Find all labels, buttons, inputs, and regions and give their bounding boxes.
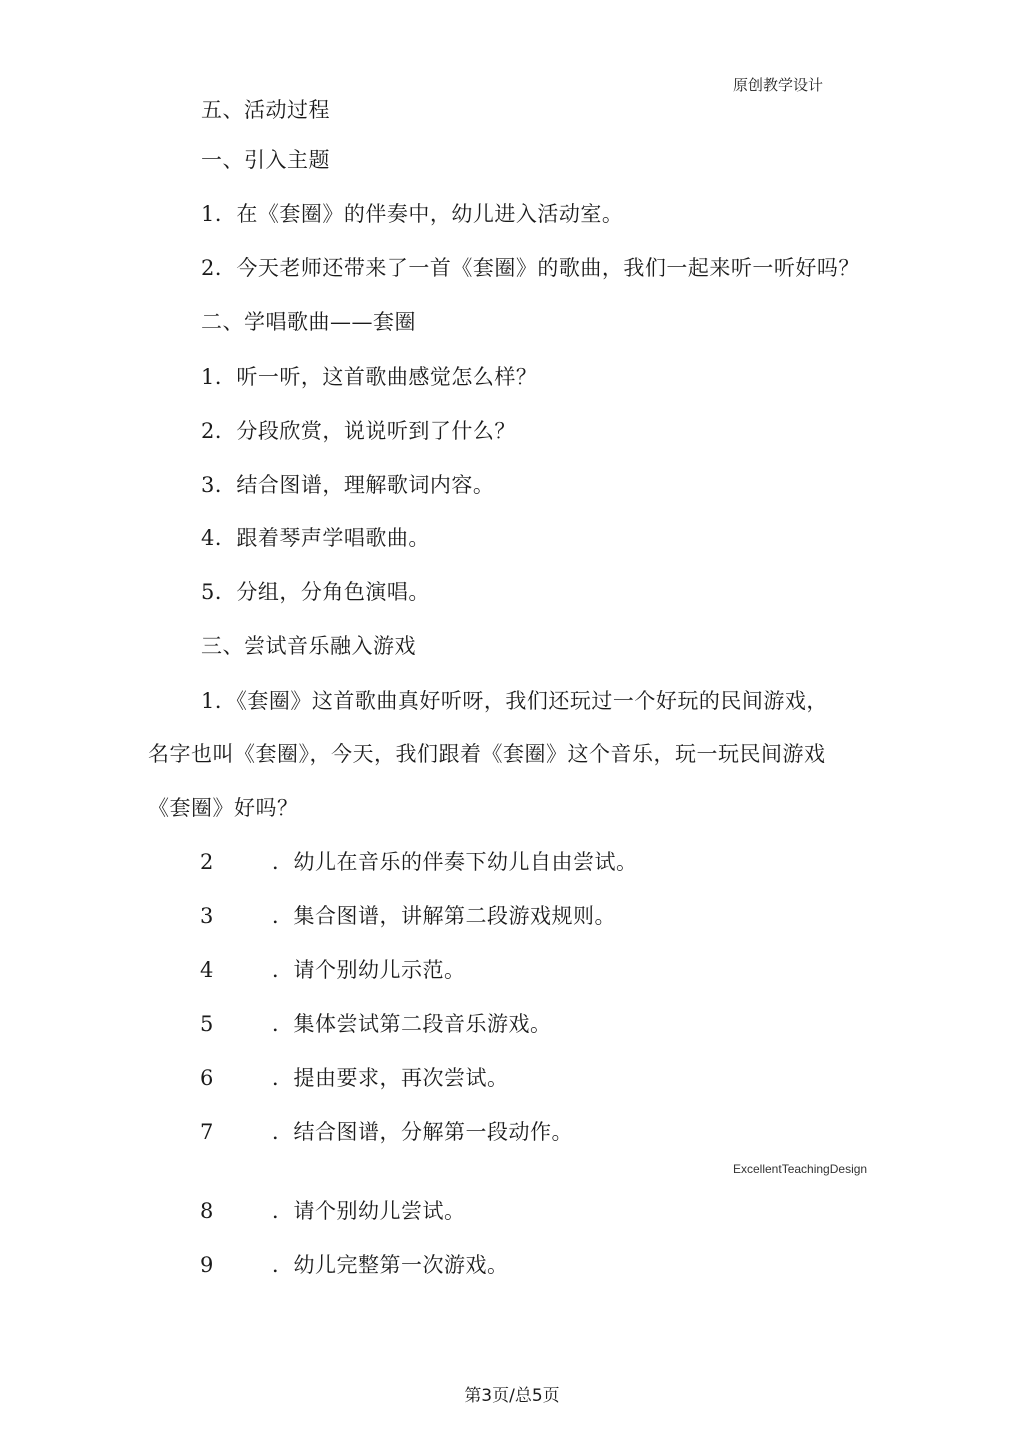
list-item-text: ．请个别幼儿示范。 <box>272 958 466 982</box>
list-item-text: ．集合图谱，讲解第二段游戏规则。 <box>272 904 616 928</box>
paragraph-line: 1．《套圈》这首歌曲真好听呀，我们还玩过一个好玩的民间游戏， <box>201 689 828 713</box>
paragraph-line: 《套圈》好吗？ <box>148 796 299 820</box>
list-item: 4．跟着琴声学唱歌曲。 <box>201 526 430 550</box>
list-item-text: ．集体尝试第二段音乐游戏。 <box>272 1012 552 1036</box>
list-item-number: 5 <box>200 1012 214 1036</box>
list-item-number: 9 <box>200 1253 214 1277</box>
page-header: 原创教学设计 <box>733 76 824 94</box>
list-item-number: 2 <box>200 850 214 874</box>
list-item: 1．听一听，这首歌曲感觉怎么样？ <box>201 365 538 389</box>
list-item-text: ．结合图谱，分解第一段动作。 <box>272 1120 573 1144</box>
list-item-number: 6 <box>200 1066 214 1090</box>
list-item: 2．分段欣赏，说说听到了什么？ <box>201 419 516 443</box>
page-footer: 第3页/总5页 <box>464 1386 560 1406</box>
list-item: 2．今天老师还带来了一首《套圈》的歌曲，我们一起来听一听好吗？ <box>201 256 860 280</box>
list-item-text: ．幼儿完整第一次游戏。 <box>272 1253 509 1277</box>
list-item-number: 7 <box>200 1120 214 1144</box>
list-item-number: 8 <box>200 1199 214 1223</box>
list-item-text: ．幼儿在音乐的伴奏下幼儿自由尝试。 <box>272 850 638 874</box>
section-heading-activity-process: 五、活动过程 <box>201 98 330 122</box>
list-item: 3．结合图谱，理解歌词内容。 <box>201 473 495 497</box>
list-item-number: 4 <box>200 958 214 982</box>
list-item: 1．在《套圈》的伴奏中，幼儿进入活动室。 <box>201 202 624 226</box>
list-item: 5．分组，分角色演唱。 <box>201 580 430 604</box>
paragraph-line: 名字也叫《套圈》，今天，我们跟着《套圈》这个音乐，玩一玩民间游戏 <box>148 742 826 766</box>
section-heading-music-game: 三、尝试音乐融入游戏 <box>201 634 416 658</box>
section-heading-learn-song: 二、学唱歌曲——套圈 <box>201 310 416 334</box>
list-item-text: ．提由要求，再次尝试。 <box>272 1066 509 1090</box>
watermark-text: ExcellentTeachingDesign <box>733 1162 868 1176</box>
section-heading-intro: 一、引入主题 <box>201 148 330 172</box>
list-item-text: ．请个别幼儿尝试。 <box>272 1199 466 1223</box>
list-item-number: 3 <box>200 904 214 928</box>
